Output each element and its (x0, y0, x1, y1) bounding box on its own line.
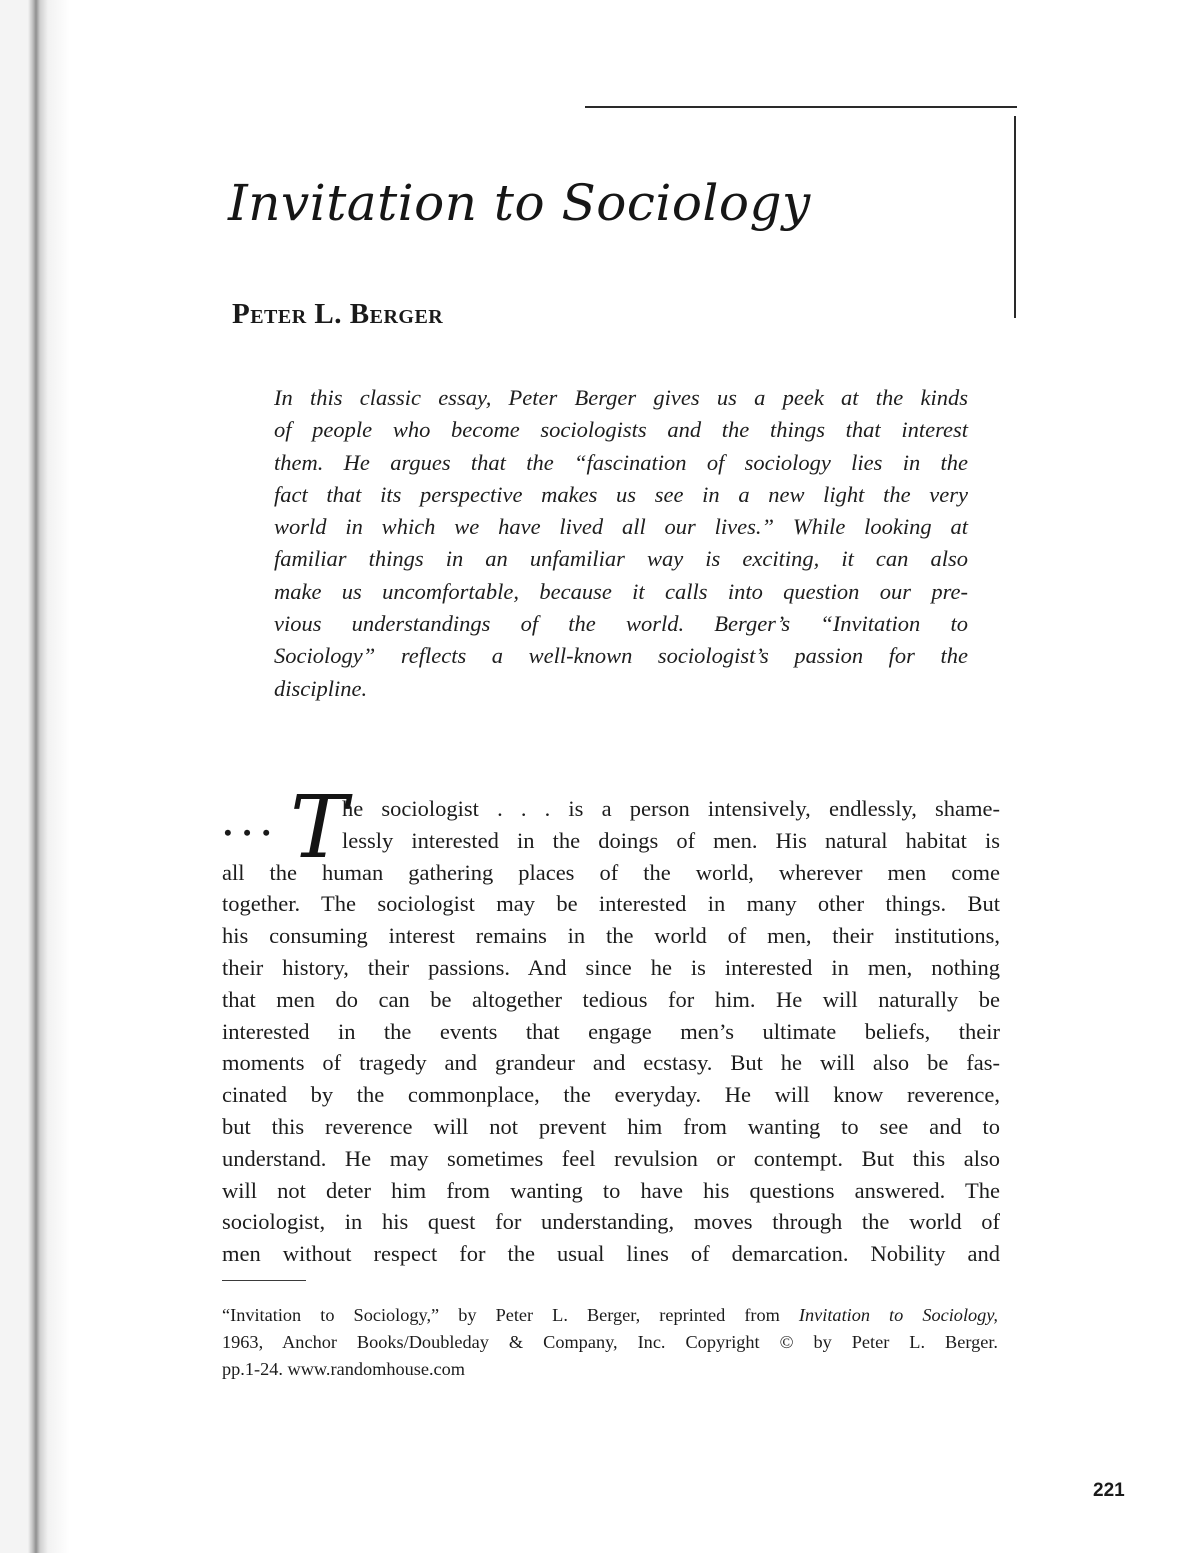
body-line: lessly interested in the doings of men. His natural habitat is (342, 827, 1000, 853)
footnote-line (222, 1302, 998, 1329)
abstract-line: make us uncomfortable, because it calls into question our pre- (274, 578, 968, 604)
body-line: but this reverence will not prevent him from wanting to see and to (222, 1113, 1000, 1139)
abstract-line: vious understandings of the world. Berger’s “Invitation to (274, 611, 968, 637)
body-line: cinated by the commonplace, the everyday. He will know reverence, (222, 1082, 1000, 1108)
abstract-line: discipline. (274, 675, 368, 701)
body-line: will not deter him from wanting to have his questions answered. The (222, 1177, 1000, 1203)
footnote-book-title: Invitation to Sociology, (798, 1305, 998, 1325)
body-line: interested in the events that engage men’s ultimate beliefs, their (222, 1018, 1000, 1044)
footnote (222, 1302, 998, 1383)
page-title: Invitation to Sociology (228, 174, 811, 232)
body-line: together. The sociologist may be interested in many other things. But (222, 891, 1000, 917)
footnote-citation-text: “Invitation to Sociology,” by Peter L. Berger, reprinted from (222, 1305, 799, 1325)
footnote-rule (222, 1280, 306, 1281)
body-line: his consuming interest remains in the world of men, their institutions, (222, 923, 1000, 949)
author-name: Peter L. Berger (232, 298, 444, 330)
page-binding-shadow (0, 0, 70, 1553)
page-number: 221 (1093, 1480, 1125, 1501)
footnote-line: 1963, Anchor Books/Doubleday & Company, Inc. Copyright © by Peter L. Berger. (222, 1332, 998, 1352)
body-line: all the human gathering places of the world, wherever men come (222, 859, 1000, 885)
abstract-line: world in which we have lived all our lives.” While looking at (274, 514, 968, 540)
body-line: that men do can be altogether tedious for him. He will naturally be (222, 986, 1000, 1012)
leading-ellipsis: • • • (224, 820, 274, 845)
body-line: men without respect for the usual lines of demarcation. Nobility and (222, 1241, 1000, 1267)
abstract-line: of people who become sociologists and the things that interest (274, 417, 968, 443)
abstract-line: In this classic essay, Peter Berger gives us a peek at the kinds (274, 385, 968, 410)
footnote-line: pp.1-24. www.randomhouse.com (222, 1359, 466, 1379)
abstract-line: Sociology” reflects a well-known sociologist’s passion for the (274, 643, 968, 669)
title-frame-top-rule (585, 106, 1017, 108)
drop-cap: T (290, 778, 348, 878)
abstract-line: them. He argues that the “fascination of sociology lies in the (274, 449, 968, 475)
body-line: moments of tragedy and grandeur and ecstasy. But he will also be fas- (222, 1050, 1000, 1076)
abstract-line: familiar things in an unfamiliar way is exciting, it can also (274, 546, 968, 572)
body-line: sociologist, in his quest for understanding, moves through the world of (222, 1209, 1000, 1235)
title-frame-right-rule (1014, 116, 1016, 318)
body-line: understand. He may sometimes feel revulsion or contempt. But this also (222, 1145, 1000, 1171)
body-line: he sociologist . . . is a person intensively, endlessly, shame- (342, 796, 1000, 821)
body-text (222, 793, 1000, 1270)
abstract-line: fact that its perspective makes us see in a new light the very (274, 481, 968, 507)
abstract (274, 382, 968, 705)
body-line: their history, their passions. And since he is interested in men, nothing (222, 954, 1000, 980)
